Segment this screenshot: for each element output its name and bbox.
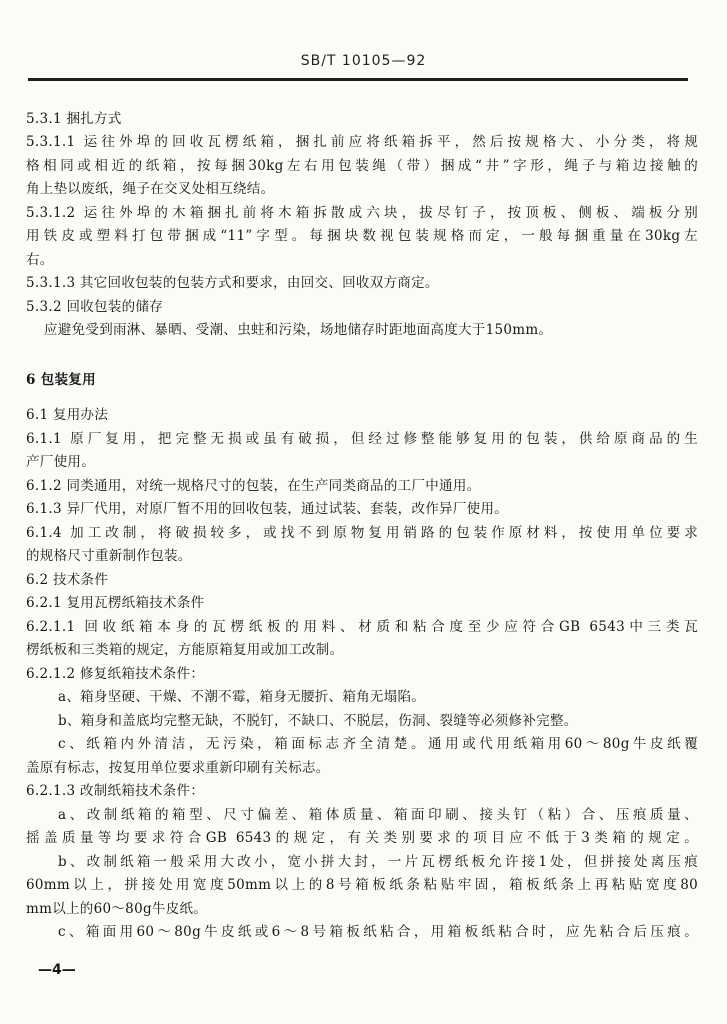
text-line: 6.1.3 异厂代用，对原厂暂不用的回收包装，通过试装、套装，改作异厂使用。 [26,501,509,517]
text-line: b、改制纸箱一般采用大改小，宽小拼大封，一片瓦楞纸板允许接1处，但拼接处离压痕 [58,854,698,870]
text-line: 6.2.1.3 改制纸箱技术条件： [26,783,205,799]
text-line: a、改制纸箱的箱型、尺寸偏差、箱体质量、箱面印刷、接头钉（粘）合、压痕质量、 [58,807,698,823]
page-header: SB/T 10105—92 [300,53,427,69]
text-line: 6.1.2 同类通用，对统一规格尺寸的包装，在生产同类商品的工厂中通用。 [26,478,481,494]
text-line: 5.3.1 捆扎方式 [26,111,122,127]
text-line: c、箱面用60～80g牛皮纸或6～8号箱板纸粘合，用箱板纸粘合时，应先粘合后压痕。 [58,924,698,940]
text-line: 格相同或相近的纸箱，按每捆30kg左右用包装绳（带）捆成“井”字形，绳子与箱边接触的 [26,158,698,174]
text-line: 6.1.4 加工改制，将破损较多，或找不到原物复用销路的包装作原材料，按使用单位要求 [26,525,698,541]
text-line: 摇盖质量等均要求符合GB 6543的规定，有关类别要求的项目应不低于3类箱的规定。 [26,830,698,846]
text-line: 右。 [26,252,54,268]
text-line: 5.3.1.3 其它回收包装的包装方式和要求，由回交、回收双方商定。 [26,275,439,291]
text-line: 应避免受到雨淋、暴晒、受潮、虫蛀和污染，场地储存时距地面高度大于150mm。 [44,322,553,338]
section-heading: 6 包装复用 [26,372,96,388]
text-line: 5.3.1.2 运往外埠的木箱捆扎前将木箱拆散成六块，拔尽钉子，按顶板、侧板、端板分别 [26,205,698,221]
text-line: 的规格尺寸重新制作包装。 [26,548,192,564]
text-line: c、纸箱内外清洁，无污染，箱面标志齐全清楚。通用或代用纸箱用60～80g牛皮纸覆 [58,736,698,752]
header-rule [28,78,688,81]
page-number: —4— [38,962,76,978]
text-line: b、箱身和盖底均完整无缺，不脱钉，不缺口、不脱层，伤洞、裂缝等必须修补完整。 [58,713,578,729]
text-line: 5.3.1.1 运往外埠的回收瓦楞纸箱，捆扎前应将纸箱拆平，然后按规格大、小分类，将规 [26,134,698,150]
text-line: mm以上的60～80g牛皮纸。 [26,901,208,917]
text-line: 6.2 技术条件 [26,572,109,588]
text-line: 6.2.1.1 回收纸箱本身的瓦楞纸板的用料、材质和粘合度至少应符合GB 6543中三类瓦 [26,619,698,635]
text-line: 盖原有标志，按复用单位要求重新印刷有关标志。 [26,760,330,776]
text-line: 角上垫以废纸，绳子在交叉处相互绕结。 [26,181,275,197]
text-line: 60mm以上，拼接处用宽度50mm以上的8号箱板纸条粘贴牢固，箱板纸条上再粘贴宽度80 [26,877,698,893]
text-line: 5.3.2 回收包装的储存 [26,299,164,315]
text-line: 6.1 复用办法 [26,407,109,423]
text-line: 楞纸板和三类箱的规定，方能原箱复用或加工改制。 [26,642,344,658]
text-line: 用铁皮或塑料打包带捆成“11”字型。每捆块数视包装规格而定，一般每捆重量在30kg左 [26,228,698,244]
text-line: 产厂使用。 [26,454,95,470]
text-line: 6.2.1.2 修复纸箱技术条件： [26,666,205,682]
text-line: 6.1.1 原厂复用，把完整无损或虽有破损，但经过修整能够复用的包装，供给原商品的生 [26,431,698,447]
text-line: a、箱身坚硬、干燥、不潮不霉，箱身无腰折、箱角无塌陷。 [58,689,426,705]
text-line: 6.2.1 复用瓦楞纸箱技术条件 [26,595,205,611]
